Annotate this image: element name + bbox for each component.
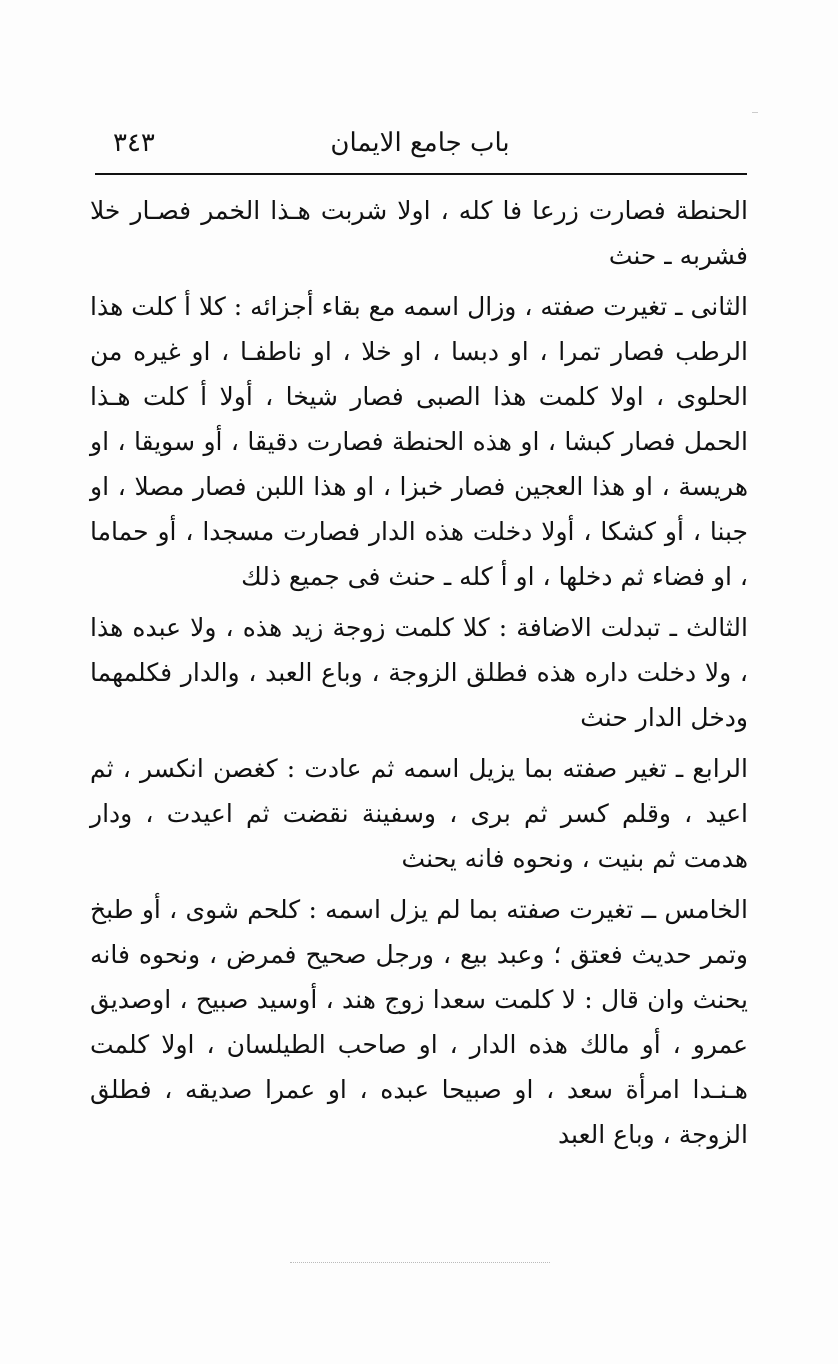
page-number: ٣٤٣ bbox=[113, 128, 155, 158]
paragraph-1: الحنطة فصارت زرعا فا كله ، اولا شربت هـذا الخمر فصـار خلا فشربه ـ حنث bbox=[90, 196, 748, 270]
running-header bbox=[95, 120, 745, 172]
paragraph-4: الرابع ـ تغير صفته بما يزيل اسمه ثم عادت : كغصن انكسر ، ثم اعيد ، وقلم كسر ثم برى ، وسفينة نقضت ثم اعيدت ، ودار هدمت ثم بنيت ، ونحوه فانه يحنث bbox=[90, 754, 748, 873]
bottom-trace bbox=[290, 1262, 550, 1265]
paragraph-2: الثانى ـ تغيرت صفته ، وزال اسمه مع بقاء أجزائه : كلا أ كلت هذا الرطب فصار تمرا ، او دبسا ، او خلا ، او ناطفـا ، او غيره من الحلوى ، اولا كلمت هذا الصبى فصار شيخا ، أولا أ كلت هـذا الحمل فصار كبشا ، او هذه الحنطة فصارت دقيقا ، أو سويقا ، او هريسة ، او هذا العجين فصار خبزا ، او هذا اللبن فصار مصلا ، او جبنا ، أو كشكا ، أولا دخلت هذه الدار فصارت مسجدا ، أو حماما ، او فضاء ثم دخلها ، او أ كله ـ حنث فى جميع ذلك bbox=[90, 292, 748, 591]
header-rule bbox=[95, 173, 747, 175]
paragraph-3: الثالث ـ تبدلت الاضافة : كلا كلمت زوجة زيد هذه ، ولا عبده هذا ، ولا دخلت داره هذه فطلق الزوجة ، وباع العبد ، والدار فكلمهما ودخل الدار حنث bbox=[90, 613, 748, 732]
scan-mark bbox=[752, 112, 758, 113]
main-text bbox=[90, 188, 748, 1157]
paragraph-5: الخامس ــ تغيرت صفته بما لم يزل اسمه : كلحم شوى ، أو طبخ وتمر حديث فعتق ؛ وعبد بيع ، ورجل صحيح فمرض ، ونحوه فانه يحنث وان قال : لا كلمت سعدا زوج هند ، أوسيد صبيح ، اوصديق عمرو ، أو مالك هذه الدار ، او صاحب الطيلسان ، اولا كلمت هـنـدا امرأة سعد ، او صبيحا عبده ، او عمرا صديقه ، فطلق الزوجة ، وباع العبد bbox=[90, 895, 748, 1149]
chapter-title: باب جامع الايمان bbox=[330, 128, 510, 158]
